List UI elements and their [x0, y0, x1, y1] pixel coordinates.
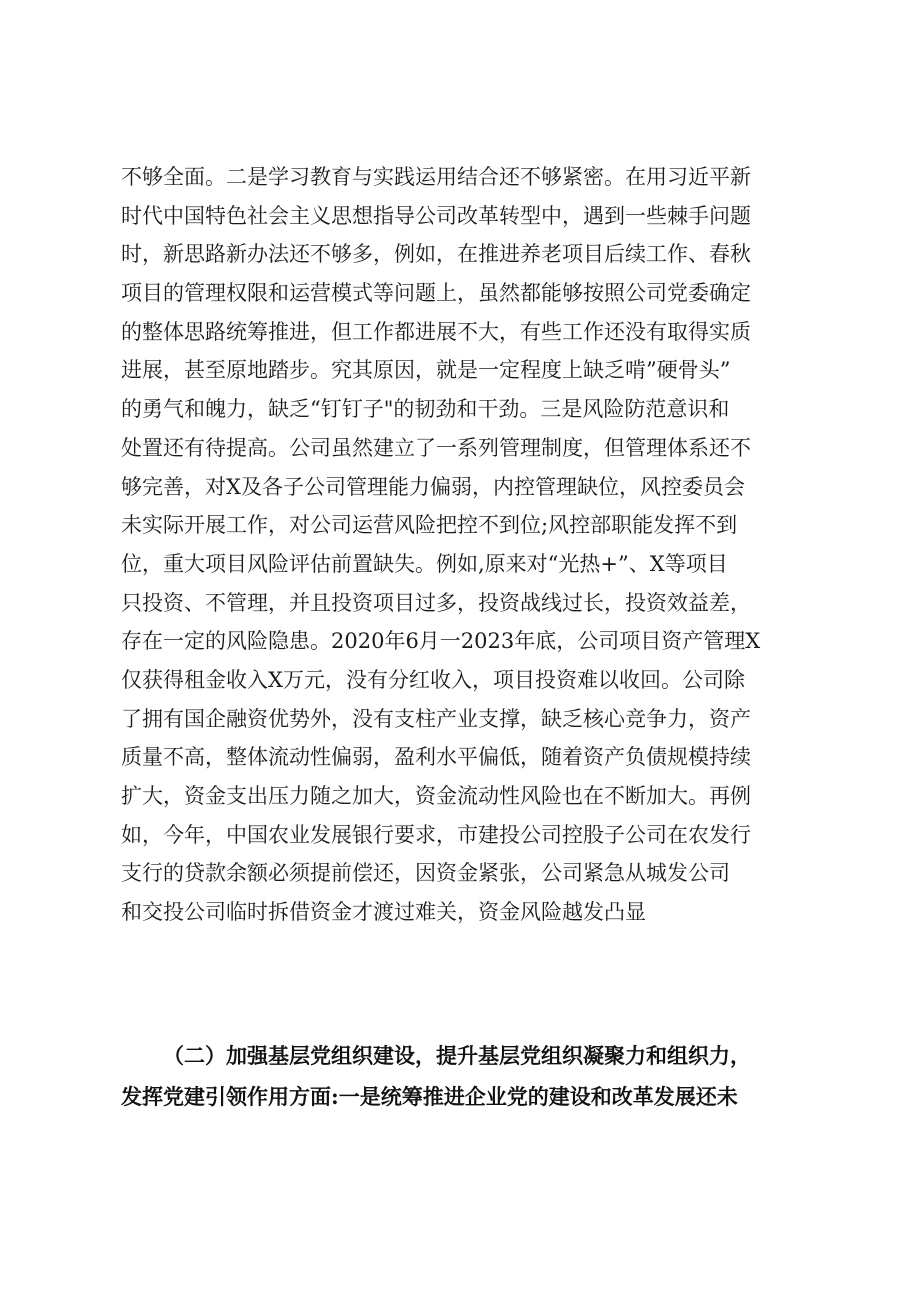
- text-line: 够完善，对X及各子公司管理能力偏弱，内控管理缺位，风控委员会: [121, 474, 745, 499]
- text-line: 的整体思路统筹推进，但工作都进展不大，有些工作还没有取得实质: [121, 319, 751, 344]
- text-line: 位，重大项目风险评估前置缺失。例如,原来对“光热+”、X等项目: [121, 551, 728, 576]
- text-line: 进展，甚至原地踏步。究其原因，就是一定程度上缺乏啃”硬骨头”: [121, 358, 731, 383]
- section-heading-paragraph: [121, 1035, 811, 1117]
- text-line: 质量不高，整体流动性偏弱，盈利水平偏低，随着资产负债规模持续: [121, 745, 751, 770]
- text-line: 时代中国特色社会主义思想指导公司改革转型中，遇到一些棘手问题: [121, 203, 751, 228]
- text-line: 存在一定的风险隐患。2020年6月一2023年底，公司项目资产管理X: [121, 629, 761, 654]
- text-line: 扩大，资金支出压力随之加大，资金流动性风险也在不断加大。再例: [121, 784, 751, 808]
- text-line: 如，今年，中国农业发展银行要求，市建投公司控股子公司在农发行: [121, 822, 751, 847]
- text-line: 项目的管理权限和运营模式等问题上，虽然都能够按照公司党委确定: [121, 281, 751, 306]
- body-paragraph: [121, 158, 811, 932]
- text-line: 时，新思路新办法还不够多，例如，在推进养老项目后续工作、春秋: [121, 242, 751, 267]
- text-line: 和交投公司临时拆借资金才渡过难关，资金风险越发凸显: [121, 900, 646, 925]
- text-line: 未实际开展工作，对公司运营风险把控不到位;风控部职能发挥不到: [121, 513, 738, 538]
- text-line: 支行的贷款余额必须提前偿还，因资金紧张，公司紧急从城发公司: [121, 861, 730, 886]
- heading-line: 发挥党建引领作用方面:一是统筹推进企业党的建设和改革发展还未: [121, 1084, 738, 1109]
- text-line: 了拥有国企融资优势外，没有支柱产业支撑，缺乏核心竞争力，资产: [121, 706, 751, 731]
- text-line: 只投资、不管理，并且投资项目过多，投资战线过长，投资效益差，: [121, 590, 751, 615]
- text-line: 处置还有待提高。公司虽然建立了一系列管理制度，但管理体系还不: [121, 435, 751, 460]
- text-line: 的勇气和魄力，缺乏“钉钉子"的韧劲和干劲。三是风险防范意识和: [121, 397, 730, 422]
- text-line: 不够全面。二是学习教育与实践运用结合还不够紧密。在用习近平新: [121, 165, 751, 189]
- heading-line: （二）加强基层党组织建设，提升基层党组织凝聚力和组织力，: [163, 1043, 751, 1068]
- text-line: 仅获得租金收入X万元，没有分红收入，项目投资难以收回。公司除: [121, 667, 745, 692]
